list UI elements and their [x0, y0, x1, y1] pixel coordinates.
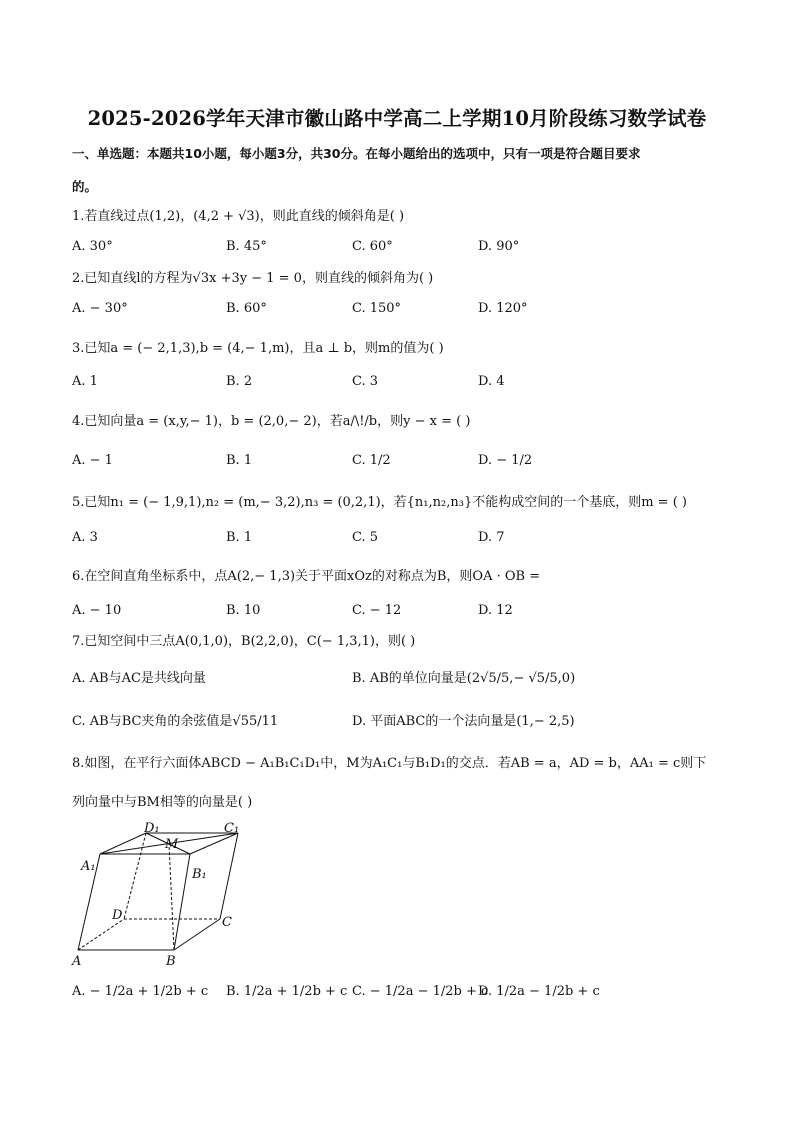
q1-option-a: A. 30° [72, 239, 113, 254]
q3-option-a: A. 1 [72, 374, 98, 389]
q5-option-a: A. 3 [72, 530, 98, 545]
q3-option-b: B. 2 [226, 374, 253, 389]
q8-option-d: D. 1/2a − 1/2b + c [478, 984, 600, 999]
page-title: 2025-2026学年天津市徽山路中学高二上学期10月阶段练习数学试卷 [87, 107, 707, 130]
parallelepiped-figure [70, 822, 250, 972]
q4-option-b: B. 1 [226, 453, 253, 468]
q7-option-c: C. AB与BC夹角的余弦值是√55/11 [72, 714, 279, 729]
q5-option-c: C. 5 [352, 530, 379, 545]
q2-option-c: C. 150° [352, 301, 402, 316]
q7-option-b: B. AB的单位向量是(2√5/5,− √5/5,0) [352, 671, 576, 686]
q2-option-d: D. 120° [478, 301, 528, 316]
section-heading-cont: 的。 [72, 179, 98, 194]
label-c1: C₁ [224, 822, 240, 836]
q5-option-d: D. 7 [478, 530, 505, 545]
question-4-stem: 4.已知向量a = (x,y,− 1)，b = (2,0,− 2)，若a/\!/b，则y − x = ( ) [72, 414, 471, 429]
q8-option-c: C. − 1/2a − 1/2b + c [352, 984, 489, 999]
question-6-stem: 6.在空间直角坐标系中，点A(2,− 1,3)关于平面xOz的对称点为B，则OA · OB = [72, 569, 541, 584]
q4-option-c: C. 1/2 [352, 453, 391, 468]
question-8-stem: 8.如图，在平行六面体ABCD − A₁B₁C₁D₁中，M为A₁C₁与B₁D₁的交点．若AB = a，AD = b，AA₁ = c则下 [72, 756, 707, 771]
label-a: A [72, 954, 82, 969]
question-8-stem-cont: 列向量中与BM相等的向量是( ) [72, 795, 253, 810]
q3-option-d: D. 4 [478, 374, 505, 389]
question-7-stem: 7.已知空间中三点A(0,1,0)，B(2,2,0)，C(− 1,3,1)，则( ) [72, 634, 416, 649]
label-d: D [112, 908, 123, 923]
q4-option-d: D. − 1/2 [478, 453, 533, 468]
q1-option-b: B. 45° [226, 239, 267, 254]
q4-option-a: A. − 1 [72, 453, 113, 468]
q6-option-c: C. − 12 [352, 603, 402, 618]
q1-option-d: D. 90° [478, 239, 520, 254]
q7-option-d: D. 平面ABC的一个法向量是(1,− 2,5) [352, 714, 575, 729]
q2-option-a: A. − 30° [72, 301, 128, 316]
label-c: C [222, 915, 232, 930]
label-d1: D₁ [144, 822, 160, 836]
section-heading: 一、单选题：本题共10小题，每小题3分，共30分。在每小题给出的选项中，只有一项是符合题目要求 [72, 146, 641, 161]
question-1-stem: 1.若直线过点(1,2)，(4,2 + √3)，则此直线的倾斜角是( ) [72, 209, 405, 224]
q5-option-b: B. 1 [226, 530, 253, 545]
q1-option-c: C. 60° [352, 239, 393, 254]
label-b1: B₁ [192, 867, 207, 882]
label-m: M [165, 837, 179, 852]
q8-option-a: A. − 1/2a + 1/2b + c [72, 984, 209, 999]
question-3-stem: 3.已知a = (− 2,1,3),b = (4,− 1,m)，且a ⊥ b，则m的值为( ) [72, 341, 444, 356]
q3-option-c: C. 3 [352, 374, 379, 389]
question-2-stem: 2.已知直线l的方程为√3x +3y − 1 = 0，则直线的倾斜角为( ) [72, 271, 434, 286]
q7-option-a: A. AB与AC是共线向量 [72, 671, 206, 686]
q6-option-b: B. 10 [226, 603, 261, 618]
q6-option-d: D. 12 [478, 603, 513, 618]
q2-option-b: B. 60° [226, 301, 267, 316]
q6-option-a: A. − 10 [72, 603, 122, 618]
question-5-stem: 5.已知n₁ = (− 1,9,1),n₂ = (m,− 3,2),n₃ = (0,2,1)，若{n₁,n₂,n₃}不能构成空间的一个基底，则m = ( ) [72, 495, 687, 510]
label-a1: A₁ [81, 859, 96, 874]
label-b: B [166, 954, 176, 969]
q8-option-b: B. 1/2a + 1/2b + c [226, 984, 348, 999]
